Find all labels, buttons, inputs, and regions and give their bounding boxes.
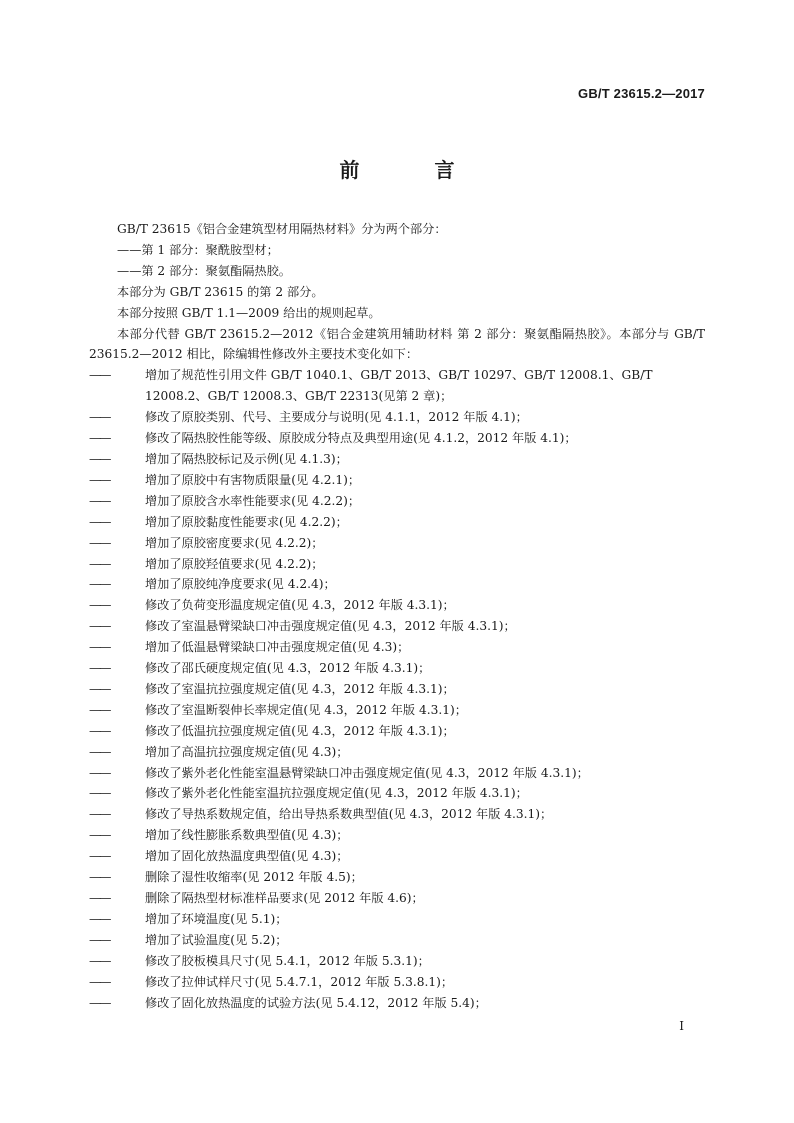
document-body bbox=[89, 219, 705, 1013]
change-item bbox=[89, 533, 705, 554]
change-text: 修改了室温抗拉强度规定值(见 4.3，2012 年版 4.3.1)； bbox=[145, 681, 455, 696]
change-item bbox=[89, 428, 705, 449]
change-text: 修改了紫外老化性能室温抗拉强度规定值(见 4.3，2012 年版 4.3.1)； bbox=[145, 786, 528, 801]
change-text: 增加了线性膨胀系数典型值(见 4.3)； bbox=[145, 828, 349, 843]
change-text: 修改了导热系数规定值，给出导热系数典型值(见 4.3，2012 年版 4.3.1)； bbox=[145, 807, 553, 822]
list-dash: —— bbox=[89, 514, 110, 529]
change-item bbox=[89, 679, 705, 700]
list-dash: —— bbox=[89, 535, 110, 550]
list-dash: —— bbox=[89, 619, 110, 634]
change-text: 修改了室温悬臂梁缺口冲击强度规定值(见 4.3，2012 年版 4.3.1)； bbox=[145, 619, 516, 634]
list-dash: —— bbox=[89, 974, 110, 989]
list-dash: —— bbox=[89, 911, 110, 926]
change-item bbox=[89, 867, 705, 888]
list-dash: —— bbox=[89, 744, 110, 759]
change-item bbox=[89, 595, 705, 616]
change-item bbox=[89, 888, 705, 909]
change-text: 增加了试验温度(见 5.2)； bbox=[145, 932, 288, 947]
change-item bbox=[89, 512, 705, 533]
change-text: 修改了低温抗拉强度规定值(见 4.3，2012 年版 4.3.1)； bbox=[145, 723, 455, 738]
change-text: 修改了胶板模具尺寸(见 5.4.1，2012 年版 5.3.1)； bbox=[145, 953, 430, 968]
change-item bbox=[89, 700, 705, 721]
change-item bbox=[89, 491, 705, 512]
change-item bbox=[89, 554, 705, 575]
change-text: 修改了紫外老化性能室温悬臂梁缺口冲击强度规定值(见 4.3，2012 年版 4.3.1)； bbox=[145, 765, 589, 780]
list-dash: —— bbox=[89, 493, 110, 508]
list-dash: —— bbox=[89, 828, 110, 843]
change-item bbox=[89, 825, 705, 846]
change-text: 删除了湿性收缩率(见 2012 年版 4.5)； bbox=[145, 870, 363, 885]
change-text: 修改了原胶类别、代号、主要成分与说明(见 4.1.1，2012 年版 4.1)； bbox=[145, 410, 528, 425]
list-dash: —— bbox=[89, 661, 110, 676]
change-item bbox=[89, 972, 705, 993]
list-dash: —— bbox=[89, 807, 110, 822]
replacement-paragraph: 本部分代替 GB/T 23615.2—2012《铝合金建筑用辅助材料 第 2 部分：聚氨酯隔热胶》。本部分与 GB/T 23615.2—2012 相比，除编辑性修改外主要技术变化如下： bbox=[89, 326, 705, 362]
change-text: 增加了隔热胶标记及示例(见 4.1.3)； bbox=[145, 451, 348, 466]
list-dash: —— bbox=[89, 577, 110, 592]
intro-drafting: 本部分按照 GB/T 1.1—2009 给出的规则起草。 bbox=[117, 305, 381, 320]
change-text: 增加了高温抗拉强度规定值(见 4.3)； bbox=[145, 744, 349, 759]
change-item bbox=[89, 637, 705, 658]
change-item bbox=[89, 721, 705, 742]
change-item bbox=[89, 658, 705, 679]
change-text: 增加了原胶纯净度要求(见 4.2.4)； bbox=[145, 577, 336, 592]
intro-paragraph: GB/T 23615《铝合金建筑型材用隔热材料》分为两个部分： bbox=[117, 222, 447, 236]
list-dash: —— bbox=[89, 368, 110, 383]
list-dash: —— bbox=[89, 451, 110, 466]
change-item bbox=[89, 804, 705, 825]
list-dash: —— bbox=[89, 681, 110, 696]
page-title: 前 言 bbox=[339, 158, 489, 182]
change-text: 增加了环境温度(见 5.1)； bbox=[145, 911, 288, 926]
change-item bbox=[89, 763, 705, 784]
intro-part-1: ——第 1 部分：聚酰胺型材； bbox=[117, 242, 279, 257]
standard-code: GB/T 23615.2—2017 bbox=[578, 86, 705, 101]
change-text: 修改了拉伸试样尺寸(见 5.4.7.1，2012 年版 5.3.8.1)； bbox=[145, 974, 454, 989]
intro-part-2: ——第 2 部分：聚氨酯隔热胶。 bbox=[117, 263, 291, 278]
page-number: I bbox=[679, 1019, 684, 1033]
change-text: 修改了固化放热温度的试验方法(见 5.4.12，2012 年版 5.4)； bbox=[145, 995, 487, 1010]
change-item bbox=[89, 470, 705, 491]
list-dash: —— bbox=[89, 556, 110, 571]
list-dash: —— bbox=[89, 849, 110, 864]
change-item bbox=[89, 909, 705, 930]
change-text: 增加了原胶中有害物质限量(见 4.2.1)； bbox=[145, 472, 361, 487]
change-text: 增加了原胶含水率性能要求(见 4.2.2)； bbox=[145, 493, 361, 508]
list-dash: —— bbox=[89, 640, 110, 655]
list-dash: —— bbox=[89, 765, 110, 780]
change-item bbox=[89, 742, 705, 763]
change-text: 增加了低温悬臂梁缺口冲击强度规定值(见 4.3)； bbox=[145, 640, 410, 655]
list-dash: —— bbox=[89, 870, 110, 885]
change-item bbox=[89, 616, 705, 637]
list-dash: —— bbox=[89, 431, 110, 446]
list-dash: —— bbox=[89, 786, 110, 801]
list-dash: —— bbox=[89, 410, 110, 425]
change-item bbox=[89, 407, 705, 428]
change-item bbox=[89, 365, 705, 407]
change-item bbox=[89, 449, 705, 470]
list-dash: —— bbox=[89, 953, 110, 968]
change-item bbox=[89, 930, 705, 951]
list-dash: —— bbox=[89, 932, 110, 947]
list-dash: —— bbox=[89, 723, 110, 738]
change-text: 增加了固化放热温度典型值(见 4.3)； bbox=[145, 849, 349, 864]
change-text: 删除了隔热型材标准样品要求(见 2012 年版 4.6)； bbox=[145, 891, 424, 905]
change-text: 增加了原胶黏度性能要求(见 4.2.2)； bbox=[145, 514, 348, 529]
change-item bbox=[89, 951, 705, 972]
change-text: 修改了室温断裂伸长率规定值(见 4.3，2012 年版 4.3.1)； bbox=[145, 702, 467, 717]
list-dash: —— bbox=[89, 472, 110, 487]
change-text: 修改了邵氏硬度规定值(见 4.3，2012 年版 4.3.1)； bbox=[145, 661, 431, 676]
change-text: 增加了原胶羟值要求(见 4.2.2)； bbox=[145, 556, 324, 571]
change-list bbox=[89, 365, 705, 1013]
change-text: 修改了负荷变形温度规定值(见 4.3，2012 年版 4.3.1)； bbox=[145, 598, 455, 613]
change-item bbox=[89, 783, 705, 804]
change-text: 修改了隔热胶性能等级、原胶成分特点及典型用途(见 4.1.2，2012 年版 4.1)； bbox=[145, 431, 577, 446]
change-text: 增加了规范性引用文件 GB/T 1040.1、GB/T 2013、GB/T 10297、GB/T 12008.1、GB/T 12008.2、GB/T 12008.3、GB/T 22313(见第 2 章)； bbox=[145, 368, 653, 404]
change-item bbox=[89, 574, 705, 595]
change-item bbox=[89, 846, 705, 867]
intro-scope: 本部分为 GB/T 23615 的第 2 部分。 bbox=[117, 284, 324, 299]
list-dash: —— bbox=[89, 995, 110, 1010]
change-item bbox=[89, 993, 705, 1014]
list-dash: —— bbox=[89, 598, 110, 613]
list-dash: —— bbox=[89, 891, 110, 905]
change-text: 增加了原胶密度要求(见 4.2.2)； bbox=[145, 535, 324, 550]
list-dash: —— bbox=[89, 702, 110, 717]
